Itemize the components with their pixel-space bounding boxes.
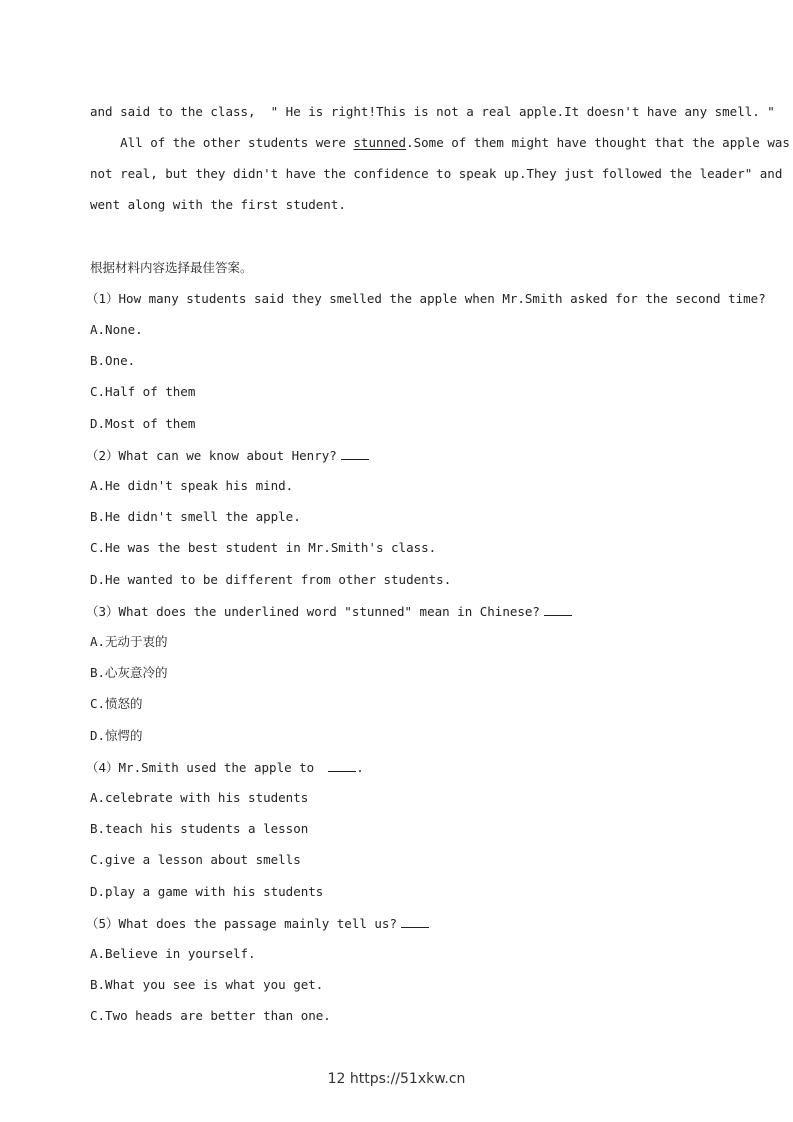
- passage-line-2: [90, 135, 790, 151]
- question-2-option-a: A.He didn't speak his mind.: [90, 478, 294, 493]
- question-1-stem: （1）How many students said they smelled the apple when Mr.Smith asked for the second time?: [86, 291, 766, 306]
- question-3-option-d: D.惊愕的: [90, 728, 143, 743]
- question-4-option-b: B.teach his students a lesson: [90, 821, 309, 836]
- question-4-option-d: D.play a game with his students: [90, 884, 324, 899]
- question-3-option-b: B.心灰意冷的: [90, 665, 168, 680]
- question-2-option-b: B.He didn't smell the apple.: [90, 509, 301, 524]
- question-2-stem: [86, 447, 718, 464]
- question-4-period: .: [356, 760, 364, 775]
- underlined-word: stunned: [353, 135, 407, 150]
- passage-line-2-start: All of the other students were: [90, 135, 354, 150]
- answer-blank: [544, 603, 572, 616]
- question-1-option-d: D.Most of them: [90, 416, 196, 431]
- question-5-text: （5）What does the passage mainly tell us?: [86, 916, 397, 931]
- question-5-stem: [86, 915, 718, 932]
- question-2-option-c: C.He was the best student in Mr.Smith's class.: [90, 540, 437, 555]
- question-4-stem: [86, 759, 718, 776]
- question-5-option-b: B.What you see is what you get.: [90, 977, 324, 992]
- question-3-option-c: C.愤怒的: [90, 696, 143, 711]
- question-4-option-c: C.give a lesson about smells: [90, 852, 301, 867]
- instruction: 根据材料内容选择最佳答案。: [90, 260, 253, 275]
- answer-blank: [401, 915, 429, 928]
- question-4-option-a: A.celebrate with his students: [90, 790, 309, 805]
- answer-blank: [341, 447, 369, 460]
- question-3-option-a: A.无动于衷的: [90, 634, 168, 649]
- question-3-stem: [86, 603, 718, 620]
- passage-line-1: and said to the class, " He is right!This is not a real apple.It doesn't have any smell. ": [90, 104, 775, 119]
- passage-line-2-end: .Some of them might have thought that the apple was: [406, 135, 790, 150]
- answer-blank: [328, 759, 356, 772]
- question-1-option-b: B.One.: [90, 353, 136, 368]
- question-3-text: （3）What does the underlined word "stunned" mean in Chinese?: [86, 604, 540, 619]
- passage-line-4: went along with the first student.: [90, 197, 346, 212]
- question-4-text: （4）Mr.Smith used the apple to: [86, 760, 315, 775]
- question-1-option-a: A.None.: [90, 322, 143, 337]
- question-2-text: （2）What can we know about Henry?: [86, 448, 337, 463]
- question-2-option-d: D.He wanted to be different from other students.: [90, 572, 452, 587]
- question-1-option-c: C.Half of them: [90, 384, 196, 399]
- page-footer: 12 https://51xkw.cn: [327, 1071, 466, 1087]
- question-5-option-c: C.Two heads are better than one.: [90, 1008, 331, 1023]
- passage-line-3: not real, but they didn't have the confidence to speak up.They just followed the leader" and: [90, 166, 783, 181]
- question-5-option-a: A.Believe in yourself.: [90, 946, 256, 961]
